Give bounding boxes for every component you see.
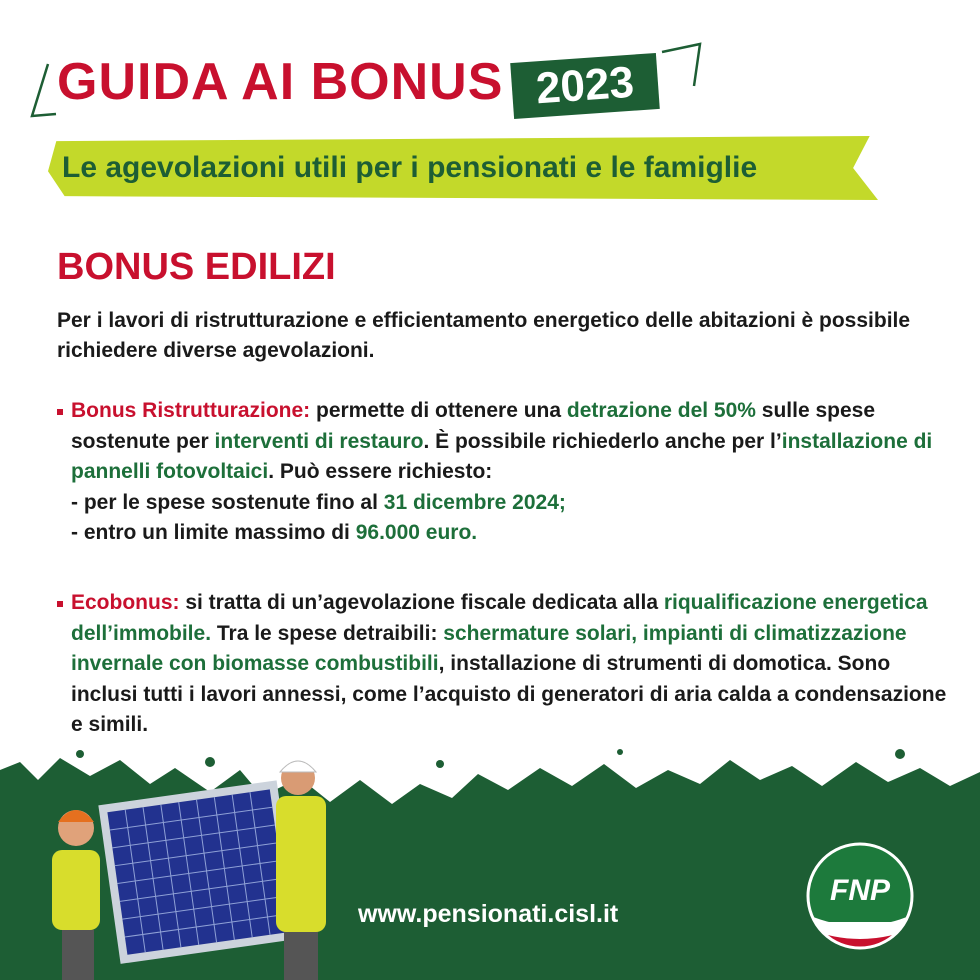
bracket-right-decoration xyxy=(660,40,705,90)
bullet-label: Ecobonus: xyxy=(71,591,180,614)
highlight: 31 dicembre 2024; xyxy=(383,490,566,514)
worker-right-vest xyxy=(276,796,326,932)
worker-right-helmet xyxy=(280,761,316,772)
year-label: 2023 xyxy=(534,57,636,114)
highlight: detrazione del 50% xyxy=(566,399,756,422)
worker-left-legs xyxy=(62,930,94,980)
highlight: riqualificazione energetica dell’immobile. xyxy=(71,591,928,645)
fnp-logo xyxy=(806,842,914,950)
highlight: schermature solari, impianti di climatizzazione invernale con biomasse combustibili xyxy=(71,621,907,675)
highlight: interventi di restauro xyxy=(214,429,424,453)
worker-left-helmet xyxy=(58,810,94,822)
workers-solar-panel-illustration xyxy=(40,752,340,980)
bracket-left-decoration xyxy=(30,60,60,120)
section-intro: Per i lavori di ristrutturazione e efficientamento energetico delle abitazioni è possibile richiedere diverse agevolazioni. xyxy=(57,309,911,362)
page-title: GUIDA AI BONUS xyxy=(57,53,504,111)
text: permette di ottenere una xyxy=(310,399,567,422)
section-title: BONUS EDILIZI xyxy=(57,246,336,288)
text: - entro un limite massimo di xyxy=(71,521,356,544)
website-link[interactable]: www.pensionati.cisl.it xyxy=(358,900,619,928)
solar-panel xyxy=(98,780,299,963)
text: si tratta di un’agevolazione fiscale dedicata alla xyxy=(179,591,664,614)
subtitle: Le agevolazioni utili per i pensionati e le famiglie xyxy=(62,151,758,184)
text: , installazione di strumenti di domotica. Sono inclusi tutti i lavori annessi, come l’acquisto di generatori di aria calda a condensazione e simili. xyxy=(71,652,947,736)
condition-line xyxy=(71,488,951,519)
worker-left-vest xyxy=(52,850,100,930)
text: - per le spese sostenute fino al xyxy=(71,490,384,514)
text: . Può essere richiesto: xyxy=(268,460,493,483)
logo-text: FNP xyxy=(830,874,890,907)
highlight: installazione di pannelli fotovoltaici xyxy=(71,429,933,483)
worker-right-legs xyxy=(284,932,318,980)
text: sulle spese sostenute per xyxy=(71,399,876,453)
bullet-icon xyxy=(57,601,63,607)
text: Tra le spese detraibili: xyxy=(211,621,444,645)
ecobonus-item xyxy=(57,588,951,741)
text: . È possibile richiederlo anche per l’ xyxy=(423,429,782,453)
bullet-label: Bonus Ristrutturazione: xyxy=(71,399,311,422)
condition-line xyxy=(71,518,951,549)
bonus-ristrutturazione-item xyxy=(57,396,951,549)
highlight: 96.000 euro. xyxy=(355,521,478,544)
bullet-icon xyxy=(57,409,63,415)
